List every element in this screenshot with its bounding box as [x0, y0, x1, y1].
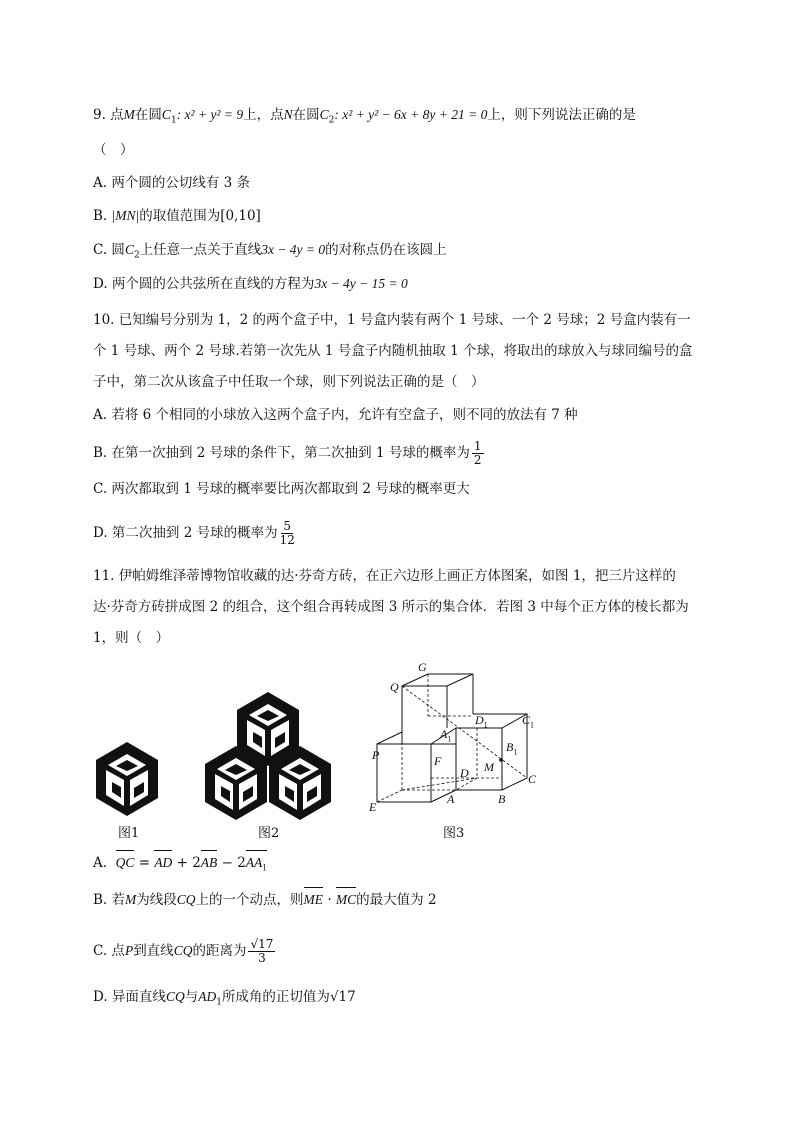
- q9-option-c: [93, 240, 447, 266]
- figure-2-tiles: [203, 690, 333, 822]
- q9-text: 在圆: [292, 107, 320, 123]
- figure-2-caption: 图2: [258, 826, 280, 841]
- vector-qc: QC: [116, 853, 135, 873]
- figure-1-tile: [94, 740, 160, 820]
- answer-value: √17: [329, 989, 356, 1005]
- vector-mc: MC: [336, 890, 356, 910]
- option-prefix: C. 圆: [93, 242, 125, 258]
- fraction: [472, 440, 484, 467]
- option-text: 上任意一点关于直线: [139, 242, 262, 258]
- option-text: 所成角的正切值为: [221, 989, 330, 1005]
- subscript: 1: [216, 997, 222, 1008]
- q9-point-n: N: [283, 107, 293, 122]
- figure-3-caption: 图3: [443, 826, 465, 841]
- label-b1: [506, 740, 517, 756]
- q9-stem: [93, 105, 636, 131]
- option-text: 的距离为: [192, 943, 247, 959]
- label-q: Q: [390, 680, 399, 694]
- q9-text: 上，则下列说法正确的是: [487, 107, 636, 123]
- q9-subscript: 1: [170, 115, 177, 126]
- q10-option-a: A. 若将 6 个相同的小球放入这两个盒子内，允许有空盒子，则不同的放法有 7 种: [93, 407, 578, 423]
- q9-point-m: M: [123, 107, 135, 122]
- option-prefix: A.: [93, 855, 108, 871]
- label-d: D: [460, 766, 469, 780]
- fraction-numerator: 1: [473, 439, 482, 453]
- fraction-denominator: 2: [473, 453, 482, 467]
- q11-option-a: [93, 853, 267, 878]
- option-text: B. 在第一次抽到 2 号球的条件下，第二次抽到 1 号球的概率为: [93, 445, 470, 461]
- q9-blank: （ ）: [93, 142, 134, 158]
- q11-option-d: [93, 987, 356, 1013]
- vector-ad: AD: [154, 853, 172, 873]
- q9-eq1: : x² + y² = 9: [176, 107, 244, 122]
- q9-range: [0,10]: [220, 208, 261, 224]
- label-c1-sub: 1: [530, 720, 535, 730]
- q9-option-b: [93, 206, 261, 226]
- label-d1: [475, 713, 488, 729]
- label-c1: [522, 713, 534, 729]
- q9-circle-c2: C: [319, 107, 329, 122]
- q9-text: 在圆: [134, 107, 162, 123]
- label-a: A: [447, 792, 455, 806]
- point-p: P: [124, 943, 134, 958]
- fraction: [248, 938, 275, 965]
- label-f: F: [434, 754, 442, 768]
- option-text: 与: [184, 989, 199, 1005]
- label-g: G: [418, 660, 427, 674]
- segment-cq: CQ: [176, 892, 196, 907]
- option-text: 的最大值为 2: [356, 892, 437, 908]
- vector-aa1: [246, 853, 267, 878]
- line-cq: CQ: [165, 989, 185, 1004]
- label-e: E: [369, 800, 377, 814]
- fraction-denominator: 12: [279, 533, 295, 547]
- q9-circle-c1: C: [161, 107, 171, 122]
- math-operator: − 2: [217, 855, 246, 871]
- label-a1: [440, 727, 451, 743]
- q9-chord-eq: 3x − 4y − 15 = 0: [314, 276, 408, 291]
- line-cq: CQ: [173, 943, 193, 958]
- option-text: 上的一个动点，则: [195, 892, 304, 908]
- option-text: 的对称点仍在该圆上: [325, 242, 447, 258]
- vector-aa1-letters: AA: [245, 855, 263, 870]
- label-c: C: [528, 772, 537, 786]
- q9-subscript: 2: [328, 115, 335, 126]
- option-text: B. 若: [93, 892, 126, 908]
- option-text: D. 异面直线: [93, 989, 166, 1005]
- q9-mn: |MN|: [111, 208, 140, 223]
- q10-option-d: [93, 520, 297, 547]
- q10-option-b: [93, 440, 486, 467]
- q9-circle: C: [124, 242, 134, 257]
- math-operator: ·: [323, 892, 336, 908]
- q9-subscript: 2: [133, 250, 140, 261]
- label-d1-sub: 1: [483, 720, 488, 730]
- label-b1-letter: B: [506, 740, 514, 754]
- q9-line-eq: 3x − 4y = 0: [261, 242, 326, 257]
- fraction-numerator: √17: [250, 937, 274, 951]
- q11-stem-line3: 1，则（ ）: [93, 630, 170, 646]
- q10-stem-line1: 10. 已知编号分别为 1，2 的两个盒子中，1 号盒内装有两个 1 号球、一个 2 号球；2 号盒内装有一: [93, 312, 691, 328]
- option-text: C. 点: [93, 943, 125, 959]
- option-text: D. 两个圆的公共弦所在直线的方程为: [93, 276, 315, 292]
- option-text: 为线段: [136, 892, 177, 908]
- point-m: M: [125, 892, 137, 907]
- label-p: P: [372, 748, 380, 762]
- math-operator: =: [134, 855, 155, 871]
- point-m-marker: [499, 758, 503, 762]
- q9-option-a: A. 两个圆的公切线有 3 条: [93, 175, 251, 191]
- option-prefix: B.: [93, 208, 112, 224]
- q9-text: 9. 点: [93, 107, 124, 123]
- figure-1-caption: 图1: [118, 826, 140, 841]
- vector-ab: AB: [201, 853, 218, 873]
- option-text: 到直线: [133, 943, 174, 959]
- line-ad1: AD: [198, 989, 217, 1004]
- vector-me: ME: [304, 890, 324, 910]
- q11-option-b: [93, 890, 437, 910]
- q11-stem-line1: 11. 伊帕姆维泽蒂博物馆收藏的达·芬奇方砖，在正六边形上画正方体图案，如图 1，把三片这样的: [93, 568, 676, 584]
- label-d1-letter: D: [475, 713, 484, 727]
- q9-text: 上，点: [243, 107, 284, 123]
- vector-aa1-sub: 1: [262, 862, 267, 873]
- option-text: D. 第二次抽到 2 号球的概率为: [93, 525, 278, 541]
- q9-eq2: : x² + y² − 6x + 8y + 21 = 0: [334, 107, 488, 122]
- fraction-denominator: 3: [258, 951, 266, 965]
- label-b1-sub: 1: [513, 747, 518, 757]
- q9-option-d: [93, 274, 408, 294]
- label-a1-letter: A: [440, 727, 448, 741]
- q10-option-c: C. 两次都取到 1 号球的概率要比两次都取到 2 号球的概率更大: [93, 481, 470, 497]
- option-text: 的取值范围为: [139, 208, 221, 224]
- q10-stem-line2: 个 1 号球、两个 2 号球.若第一次先从 1 号盒子内随机抽取 1 个球，将取出的球放入与球同编号的盒: [93, 343, 693, 359]
- fraction-numerator: 5: [283, 519, 292, 533]
- fraction: [280, 520, 295, 547]
- q11-option-c: [93, 938, 277, 965]
- q10-stem-line3: 子中，第二次从该盒子中任取一个球，则下列说法正确的是（ ）: [93, 374, 485, 390]
- q11-stem-line2: 达·芬奇方砖拼成图 2 的组合，这个组合再转成图 3 所示的集合体．若图 3 中每个正方体的棱长都为: [93, 599, 689, 615]
- label-c1-letter: C: [522, 713, 531, 727]
- label-m: M: [484, 760, 494, 774]
- label-b: B: [498, 792, 506, 806]
- label-a1-sub: 1: [447, 734, 452, 744]
- math-operator: + 2: [172, 855, 201, 871]
